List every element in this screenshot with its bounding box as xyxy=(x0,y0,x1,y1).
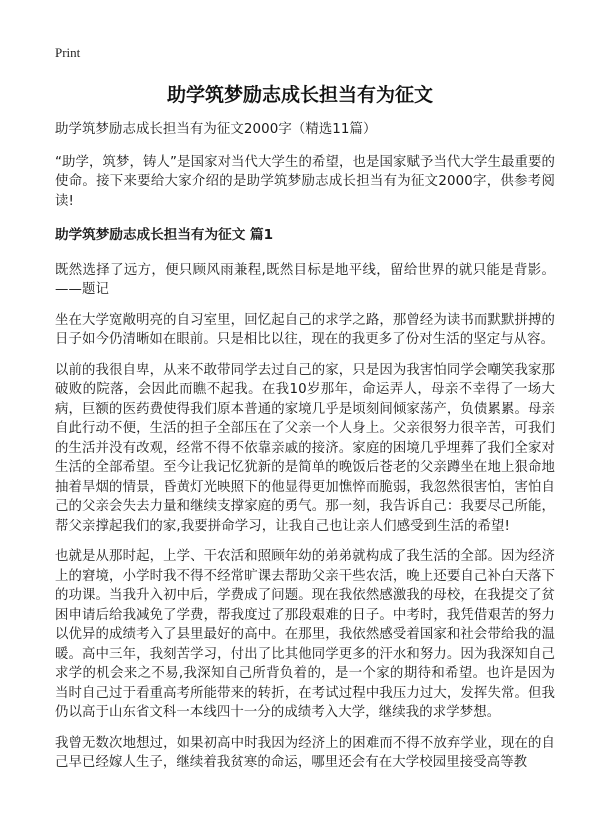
epigraph-paragraph: 既然选择了远方，便只顾风雨兼程,既然目标是地平线，留给世界的就只能是背影。——题记 xyxy=(55,262,555,297)
section-heading: 助学筑梦励志成长担当有为征文 篇1 xyxy=(55,227,274,243)
body-paragraph: 以前的我很自卑，从来不敢带同学去过自己的家，只是因为我害怕同学会嘲笑我家那破败的院落，会因此而瞧不起我。在我10岁那年，命运弄人，母亲不幸得了一场大病，巨额的医药费使得我们原本普通的家境几乎是顷刻间倾家荡产，负债累累。母亲自此行动不便，生活的担子全部压在了父亲一个人身上。父亲很努力很辛苦，可我们的生活并没有改观，经常不得不依靠亲戚的接济。家庭的困境几乎埋葬了我们全家对生活的全部希望。至今让我记忆犹新的是简单的晚饭后苍老的父亲蹲坐在地上狠命地抽着旱烟的情景，昏黄灯光映照下的他显得更加憔悴而脆弱，我忽然很害怕，害怕自己的父亲会失去力量和继续支撑家庭的勇气。那一刻，我告诉自己：我要尽己所能，帮父亲撑起我们的家,我要拼命学习，让我自己也让亲人们感受到生活的希望! xyxy=(55,362,555,534)
body-paragraph: 坐在大学宽敞明亮的自习室里，回忆起自己的求学之路，那曾经为读书而默默拼搏的日子如今仍清晰如在眼前。只是相比以往，现在的我更多了份对生活的坚定与从容。 xyxy=(55,312,555,347)
body-paragraph: 也就是从那时起，上学、干农活和照顾年幼的弟弟就构成了我生活的全部。因为经济上的窘境，小学时我不得不经常旷课去帮助父亲干些农活，晚上还要自己补白天落下的功课。当我升入初中后，学费成了问题。现在我依然感激我的母校，在我提交了贫困申请后给我减免了学费，帮我度过了那段艰难的日子。中考时，我凭借艰苦的努力以优异的成绩考入了县里最好的高中。在那里，我依然感受着国家和社会带给我的温暖。高中三年，我刻苦学习，付出了比其他同学更多的汗水和努力。因为我深知自己求学的机会来之不易,我深知自己所背负着的，是一个家的期待和希望。也许是因为当时自己过于看重高考所能带来的转折，在考试过程中我压力过大，发挥失常。但我仍以高于山东省文科一本线四十一分的成绩考入大学，继续我的求学梦想。 xyxy=(55,549,555,720)
print-link[interactable]: Print xyxy=(55,45,81,60)
article-subtitle: 助学筑梦励志成长担当有为征文2000字（精选11篇） xyxy=(55,122,377,137)
body-paragraph: 我曾无数次地想过，如果初高中时我因为经济上的困难而不得不放弃学业，现在的自己早已经嫁人生子，继续着我贫寒的命运，哪里还会有在大学校园里接受高等教 xyxy=(55,735,555,770)
intro-paragraph: “助学，筑梦，铸人”是国家对当代大学生的希望，也是国家赋予当代大学生最重要的使命。接下来要给大家介绍的是助学筑梦励志成长担当有为征文2000字，供参考阅读! xyxy=(55,154,555,209)
page-title: 助学筑梦励志成长担当有为征文 xyxy=(166,84,433,106)
article-body xyxy=(55,120,555,784)
